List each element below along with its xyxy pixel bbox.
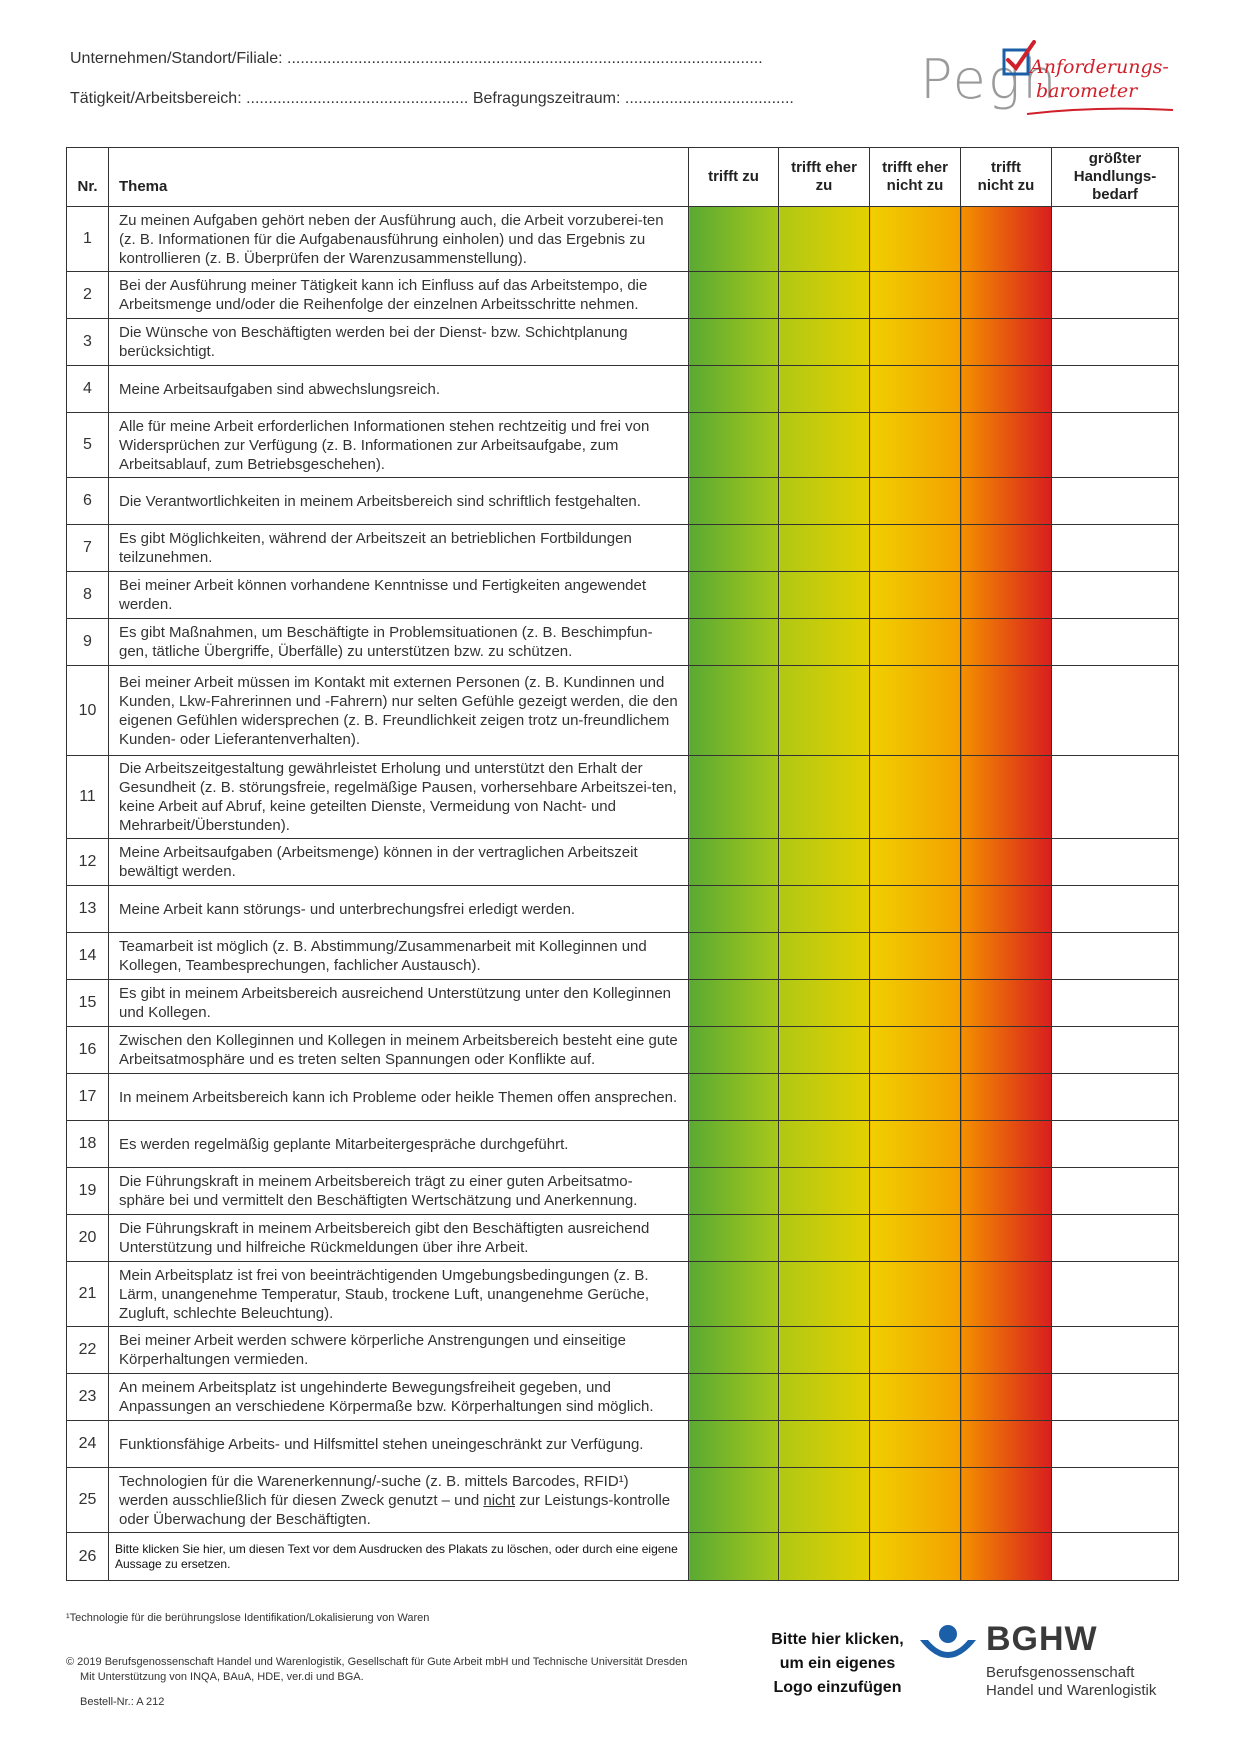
table-row	[67, 1468, 1179, 1533]
header-trifft-zu: trifft zu	[689, 148, 779, 207]
row-number: 5	[67, 413, 109, 478]
activity-dots[interactable]: ..................................................	[246, 90, 469, 107]
answer-trifft-nicht-zu[interactable]	[961, 933, 1052, 980]
answer-trifft-eher-nicht-zu[interactable]	[870, 666, 961, 756]
company-dots[interactable]: ...........................................................................................................	[287, 50, 763, 67]
answer-trifft-nicht-zu[interactable]	[961, 980, 1052, 1027]
answer-handlungsbedarf[interactable]	[1052, 478, 1179, 525]
answer-trifft-eher-nicht-zu[interactable]	[870, 319, 961, 366]
answer-trifft-eher-zu[interactable]	[779, 1421, 870, 1468]
period-dots[interactable]: ......................................	[624, 90, 794, 107]
answer-trifft-nicht-zu[interactable]	[961, 619, 1052, 666]
answer-trifft-eher-zu[interactable]	[779, 572, 870, 619]
answer-handlungsbedarf[interactable]	[1052, 1168, 1179, 1215]
company-field[interactable]	[70, 50, 763, 68]
row-topic: Teamarbeit ist möglich (z. B. Abstimmung/Zusammenarbeit mit Kolleginnen und Kollegen, Teambesprechungen, fachlicher Austausch).	[109, 933, 689, 980]
answer-handlungsbedarf[interactable]	[1052, 207, 1179, 272]
row-number: 11	[67, 756, 109, 839]
row-number: 10	[67, 666, 109, 756]
table-row	[67, 839, 1179, 886]
table-row	[67, 1327, 1179, 1374]
row-number: 8	[67, 572, 109, 619]
answer-trifft-zu[interactable]	[689, 207, 779, 272]
answer-handlungsbedarf[interactable]	[1052, 1327, 1179, 1374]
answer-trifft-nicht-zu[interactable]	[961, 1468, 1052, 1533]
row-number: 17	[67, 1074, 109, 1121]
logo-underline-icon	[1025, 104, 1175, 118]
insert-logo-line1: Bitte hier klicken,	[771, 1631, 904, 1648]
table-header-row	[67, 148, 1179, 207]
answer-handlungsbedarf[interactable]	[1052, 1468, 1179, 1533]
answer-trifft-zu[interactable]	[689, 1327, 779, 1374]
answer-handlungsbedarf[interactable]	[1052, 756, 1179, 839]
row-topic: Mein Arbeitsplatz ist frei von beeinträchtigenden Umgebungsbedingungen (z. B. Lärm, unangenehme Temperatur, Staub, trockene Luft, unangenehme Gerüche, Zugluft, schlechte Beleuchtung).	[109, 1262, 689, 1327]
answer-trifft-eher-zu[interactable]	[779, 1027, 870, 1074]
answer-handlungsbedarf[interactable]	[1052, 366, 1179, 413]
answer-trifft-zu[interactable]	[689, 1421, 779, 1468]
answer-trifft-eher-zu[interactable]	[779, 619, 870, 666]
answer-trifft-eher-zu[interactable]	[779, 272, 870, 319]
row-topic: Es gibt Möglichkeiten, während der Arbeitszeit an betrieblichen Fortbildungen teilzunehmen.	[109, 525, 689, 572]
row-topic: Bei meiner Arbeit müssen im Kontakt mit externen Personen (z. B. Kundinnen und Kunden, Lkw-Fahrerinnen und -Fahrern) nur selten Gefühle gezeigt werden, die den eigenen Gefühlen widersprechen (z. B. Freundlichkeit zeigen trotz un-freundlichem Kunden- oder Lieferantenverhalten).	[109, 666, 689, 756]
row-topic: Die Führungskraft in meinem Arbeitsbereich trägt zu einer guten Arbeitsatmo-sphäre bei und vermittelt den Beschäftigten Wertschätzung und Anerkennung.	[109, 1168, 689, 1215]
answer-trifft-eher-nicht-zu[interactable]	[870, 272, 961, 319]
answer-trifft-eher-nicht-zu[interactable]	[870, 366, 961, 413]
answer-trifft-nicht-zu[interactable]	[961, 525, 1052, 572]
row-topic: Meine Arbeitsaufgaben (Arbeitsmenge) können in der vertraglichen Arbeitszeit bewältigt werden.	[109, 839, 689, 886]
order-number: Bestell-Nr.: A 212	[80, 1696, 165, 1708]
answer-trifft-zu[interactable]	[689, 666, 779, 756]
answer-trifft-eher-nicht-zu[interactable]	[870, 207, 961, 272]
answer-handlungsbedarf[interactable]	[1052, 1074, 1179, 1121]
table-row	[67, 1074, 1179, 1121]
answer-handlungsbedarf[interactable]	[1052, 1215, 1179, 1262]
row-topic: Bei meiner Arbeit werden schwere körperliche Anstrengungen und einseitige Körperhaltungen vermieden.	[109, 1327, 689, 1374]
answer-trifft-eher-zu[interactable]	[779, 478, 870, 525]
answer-trifft-eher-zu[interactable]	[779, 1121, 870, 1168]
row-number: 25	[67, 1468, 109, 1533]
row-number: 2	[67, 272, 109, 319]
answer-trifft-zu[interactable]	[689, 1374, 779, 1421]
answer-trifft-zu[interactable]	[689, 1074, 779, 1121]
answer-trifft-eher-zu[interactable]	[779, 1215, 870, 1262]
table-row	[67, 478, 1179, 525]
answer-handlungsbedarf[interactable]	[1052, 1027, 1179, 1074]
answer-trifft-eher-zu[interactable]	[779, 756, 870, 839]
row-number: 20	[67, 1215, 109, 1262]
answer-trifft-zu[interactable]	[689, 572, 779, 619]
answer-trifft-eher-zu[interactable]	[779, 319, 870, 366]
row-topic: Meine Arbeit kann störungs- und unterbrechungsfrei erledigt werden.	[109, 886, 689, 933]
answer-trifft-eher-zu[interactable]	[779, 980, 870, 1027]
row-number: 16	[67, 1027, 109, 1074]
answer-trifft-nicht-zu[interactable]	[961, 1262, 1052, 1327]
answer-trifft-zu[interactable]	[689, 1168, 779, 1215]
answer-trifft-nicht-zu[interactable]	[961, 1421, 1052, 1468]
table-row	[67, 1027, 1179, 1074]
answer-trifft-nicht-zu[interactable]	[961, 756, 1052, 839]
answer-handlungsbedarf[interactable]	[1052, 886, 1179, 933]
row-number: 14	[67, 933, 109, 980]
answer-trifft-nicht-zu[interactable]	[961, 478, 1052, 525]
row-number: 24	[67, 1421, 109, 1468]
answer-trifft-eher-zu[interactable]	[779, 1374, 870, 1421]
answer-trifft-nicht-zu[interactable]	[961, 1327, 1052, 1374]
answer-trifft-eher-nicht-zu[interactable]	[870, 1468, 961, 1533]
answer-handlungsbedarf[interactable]	[1052, 980, 1179, 1027]
answer-trifft-nicht-zu[interactable]	[961, 272, 1052, 319]
copyright: © 2019 Berufsgenossenschaft Handel und Warenlogistik, Gesellschaft für Gute Arbeit mbH und Technische Universität Dresden	[66, 1656, 688, 1668]
answer-trifft-eher-zu[interactable]	[779, 1468, 870, 1533]
bghw-name: BGHW	[986, 1620, 1098, 1658]
answer-trifft-eher-nicht-zu[interactable]	[870, 980, 961, 1027]
row-number: 12	[67, 839, 109, 886]
table-row	[67, 1215, 1179, 1262]
row-number: 9	[67, 619, 109, 666]
answer-trifft-nicht-zu[interactable]	[961, 1121, 1052, 1168]
header-trifft-nicht-zu: trifft nicht zu	[961, 148, 1052, 207]
table-row	[67, 413, 1179, 478]
answer-trifft-eher-nicht-zu[interactable]	[870, 1533, 961, 1581]
row-topic: Es werden regelmäßig geplante Mitarbeitergespräche durchgeführt.	[109, 1121, 689, 1168]
table-row	[67, 980, 1179, 1027]
row-topic: Bei meiner Arbeit können vorhandene Kenntnisse und Fertigkeiten angewendet werden.	[109, 572, 689, 619]
answer-trifft-eher-zu[interactable]	[779, 886, 870, 933]
logo-line2: barometer	[1036, 80, 1138, 102]
answer-trifft-nicht-zu[interactable]	[961, 572, 1052, 619]
row-topic: Die Verantwortlichkeiten in meinem Arbeitsbereich sind schriftlich festgehalten.	[109, 478, 689, 525]
answer-trifft-eher-nicht-zu[interactable]	[870, 1215, 961, 1262]
row-topic: Bei der Ausführung meiner Tätigkeit kann ich Einfluss auf das Arbeitstempo, die Arbeitsmenge und/oder die Reihenfolge der einzelnen Arbeitsschritte nehmen.	[109, 272, 689, 319]
row-topic: Meine Arbeitsaufgaben sind abwechslungsreich.	[109, 366, 689, 413]
answer-trifft-eher-zu[interactable]	[779, 1168, 870, 1215]
answer-trifft-eher-zu[interactable]	[779, 413, 870, 478]
table-row	[67, 272, 1179, 319]
row-topic: Alle für meine Arbeit erforderlichen Informationen stehen rechtzeitig und frei von Widersprüchen zur Verfügung (z. B. Informationen zur Arbeitsaufgabe, zum Arbeitsablauf, zum Betriebsgeschehen).	[109, 413, 689, 478]
answer-trifft-eher-nicht-zu[interactable]	[870, 933, 961, 980]
answer-trifft-eher-nicht-zu[interactable]	[870, 1374, 961, 1421]
logo-line1: Anforderungs-	[1030, 56, 1169, 78]
table-row	[67, 756, 1179, 839]
table-row	[67, 1121, 1179, 1168]
answer-trifft-eher-nicht-zu[interactable]	[870, 619, 961, 666]
answer-trifft-nicht-zu[interactable]	[961, 413, 1052, 478]
answer-trifft-eher-nicht-zu[interactable]	[870, 1074, 961, 1121]
row-topic: In meinem Arbeitsbereich kann ich Probleme oder heikle Themen offen ansprechen.	[109, 1074, 689, 1121]
row-number: 18	[67, 1121, 109, 1168]
answer-trifft-nicht-zu[interactable]	[961, 1374, 1052, 1421]
table-row	[67, 666, 1179, 756]
answer-trifft-eher-zu[interactable]	[779, 366, 870, 413]
row-number: 6	[67, 478, 109, 525]
row-topic-part: zur Leistungs-kontrolle oder Überwachung der Beschäftigten.	[119, 1491, 671, 1528]
row-topic: Die Führungskraft in meinem Arbeitsbereich gibt den Beschäftigten ausreichend Unterstützung und hilfreiche Rückmeldungen über ihre Arbeit.	[109, 1215, 689, 1262]
row-number: 26	[67, 1533, 109, 1581]
table-row	[67, 886, 1179, 933]
answer-trifft-eher-zu[interactable]	[779, 1327, 870, 1374]
bghw-emblem-icon	[918, 1624, 978, 1674]
table-row	[67, 319, 1179, 366]
row-topic-emphasis: nicht	[483, 1491, 516, 1509]
header-groesster-handlungsbedarf: größter Handlungs- bedarf	[1052, 148, 1179, 207]
answer-trifft-zu[interactable]	[689, 319, 779, 366]
table-row	[67, 619, 1179, 666]
answer-trifft-zu[interactable]	[689, 413, 779, 478]
answer-trifft-eher-zu[interactable]	[779, 839, 870, 886]
table-row	[67, 525, 1179, 572]
row-number: 19	[67, 1168, 109, 1215]
answer-trifft-zu[interactable]	[689, 1533, 779, 1581]
answer-trifft-eher-zu[interactable]	[779, 933, 870, 980]
answer-handlungsbedarf[interactable]	[1052, 933, 1179, 980]
answer-trifft-zu[interactable]	[689, 933, 779, 980]
answer-handlungsbedarf[interactable]	[1052, 666, 1179, 756]
answer-trifft-eher-nicht-zu[interactable]	[870, 525, 961, 572]
row-topic: Funktionsfähige Arbeits- und Hilfsmittel stehen uneingeschränkt zur Verfügung.	[109, 1421, 689, 1468]
table-row	[67, 1421, 1179, 1468]
questionnaire-table	[66, 147, 1179, 1581]
row-topic: Es gibt Maßnahmen, um Beschäftigte in Problemsituationen (z. B. Beschimpfun-gen, tätliche Übergriffe, Überfälle) zu unterstützen bzw. zu schützen.	[109, 619, 689, 666]
answer-trifft-nicht-zu[interactable]	[961, 886, 1052, 933]
insert-logo-line3: Logo einzufügen	[773, 1679, 902, 1696]
bghw-logo	[918, 1620, 1178, 1710]
answer-trifft-zu[interactable]	[689, 1468, 779, 1533]
answer-trifft-zu[interactable]	[689, 886, 779, 933]
answer-trifft-zu[interactable]	[689, 525, 779, 572]
table-row	[67, 207, 1179, 272]
answer-trifft-nicht-zu[interactable]	[961, 1215, 1052, 1262]
answer-trifft-eher-nicht-zu[interactable]	[870, 1168, 961, 1215]
answer-handlungsbedarf[interactable]	[1052, 319, 1179, 366]
activity-period-line	[70, 90, 794, 108]
answer-trifft-zu[interactable]	[689, 1262, 779, 1327]
row-number: 15	[67, 980, 109, 1027]
support-note: Mit Unterstützung von INQA, BAuA, HDE, ver.di und BGA.	[80, 1671, 364, 1683]
row-topic: Zwischen den Kolleginnen und Kollegen in meinem Arbeitsbereich besteht eine gute Arbeitsatmosphäre und es treten selten Spannungen oder Konflikte auf.	[109, 1027, 689, 1074]
answer-handlungsbedarf[interactable]	[1052, 619, 1179, 666]
row-topic-part: Technologien für die Warenerkennung/-suche (z. B. mittels Barcodes, RFID¹) werden ausschließlich für diesen Zweck genutzt – und	[119, 1472, 629, 1509]
company-label: Unternehmen/Standort/Filiale:	[70, 50, 283, 67]
row-number: 3	[67, 319, 109, 366]
answer-trifft-eher-zu[interactable]	[779, 207, 870, 272]
answer-trifft-zu[interactable]	[689, 1215, 779, 1262]
answer-handlungsbedarf[interactable]	[1052, 1374, 1179, 1421]
table-row	[67, 572, 1179, 619]
answer-trifft-zu[interactable]	[689, 839, 779, 886]
row-number: 13	[67, 886, 109, 933]
answer-handlungsbedarf[interactable]	[1052, 572, 1179, 619]
row-number: 22	[67, 1327, 109, 1374]
custom-statement-field[interactable]: Bitte klicken Sie hier, um diesen Text vor dem Ausdrucken des Plakats zu löschen, oder durch eine eigene Aussage zu ersetzen.	[109, 1533, 689, 1581]
row-topic: Die Arbeitszeitgestaltung gewährleistet Erholung und unterstützt den Erhalt der Gesundheit (z. B. störungsfreie, regelmäßige Pausen, vorhersehbare Arbeitszei-ten, keine Arbeit auf Abruf, keine geteilten Dienste, Vermeidung von Nacht- und Mehrarbeit/Überstunden).	[109, 756, 689, 839]
answer-trifft-nicht-zu[interactable]	[961, 1533, 1052, 1581]
period-label: Befragungszeitraum:	[472, 90, 621, 107]
answer-handlungsbedarf[interactable]	[1052, 525, 1179, 572]
header-trifft-eher-zu: trifft eher zu	[779, 148, 870, 207]
answer-trifft-zu[interactable]	[689, 272, 779, 319]
answer-trifft-zu[interactable]	[689, 980, 779, 1027]
answer-trifft-eher-nicht-zu[interactable]	[870, 756, 961, 839]
answer-trifft-eher-nicht-zu[interactable]	[870, 413, 961, 478]
header-thema: Thema	[109, 148, 689, 207]
answer-trifft-nicht-zu[interactable]	[961, 366, 1052, 413]
table-row	[67, 1262, 1179, 1327]
answer-trifft-eher-zu[interactable]	[779, 525, 870, 572]
row-number: 21	[67, 1262, 109, 1327]
row-number: 7	[67, 525, 109, 572]
answer-trifft-zu[interactable]	[689, 1027, 779, 1074]
answer-trifft-eher-nicht-zu[interactable]	[870, 572, 961, 619]
footnote: ¹Technologie für die berührungslose Identifikation/Lokalisierung von Waren	[66, 1612, 430, 1624]
answer-handlungsbedarf[interactable]	[1052, 1262, 1179, 1327]
bghw-subtitle-1: Berufsgenossenschaft	[986, 1664, 1135, 1681]
row-number: 4	[67, 366, 109, 413]
answer-trifft-nicht-zu[interactable]	[961, 666, 1052, 756]
answer-trifft-nicht-zu[interactable]	[961, 1168, 1052, 1215]
answer-trifft-eher-zu[interactable]	[779, 1533, 870, 1581]
answer-trifft-nicht-zu[interactable]	[961, 207, 1052, 272]
insert-logo-button[interactable]	[740, 1628, 935, 1700]
answer-trifft-zu[interactable]	[689, 756, 779, 839]
answer-trifft-eher-nicht-zu[interactable]	[870, 839, 961, 886]
row-topic: Es gibt in meinem Arbeitsbereich ausreichend Unterstützung unter den Kolleginnen und Kollegen.	[109, 980, 689, 1027]
answer-trifft-eher-zu[interactable]	[779, 1262, 870, 1327]
answer-handlungsbedarf[interactable]	[1052, 413, 1179, 478]
answer-trifft-eher-zu[interactable]	[779, 666, 870, 756]
row-number: 23	[67, 1374, 109, 1421]
answer-trifft-eher-nicht-zu[interactable]	[870, 478, 961, 525]
insert-logo-line2: um ein eigenes	[779, 1655, 896, 1672]
answer-trifft-nicht-zu[interactable]	[961, 1027, 1052, 1074]
table-row	[67, 366, 1179, 413]
answer-trifft-eher-nicht-zu[interactable]	[870, 1027, 961, 1074]
answer-handlungsbedarf[interactable]	[1052, 1533, 1179, 1581]
answer-trifft-zu[interactable]	[689, 366, 779, 413]
row-number: 1	[67, 207, 109, 272]
table-row	[67, 1168, 1179, 1215]
pega-logo	[920, 40, 1180, 120]
answer-trifft-nicht-zu[interactable]	[961, 1074, 1052, 1121]
table-row	[67, 1533, 1179, 1581]
answer-trifft-eher-nicht-zu[interactable]	[870, 1421, 961, 1468]
answer-trifft-nicht-zu[interactable]	[961, 839, 1052, 886]
answer-trifft-nicht-zu[interactable]	[961, 319, 1052, 366]
answer-handlungsbedarf[interactable]	[1052, 1121, 1179, 1168]
table-row	[67, 1374, 1179, 1421]
header-nr: Nr.	[67, 148, 109, 207]
row-topic	[109, 1468, 689, 1533]
answer-trifft-zu[interactable]	[689, 478, 779, 525]
row-topic: An meinem Arbeitsplatz ist ungehinderte Bewegungsfreiheit gegeben, und Anpassungen an verschiedene Körpermaße bzw. Körperhaltungen sind möglich.	[109, 1374, 689, 1421]
answer-trifft-eher-nicht-zu[interactable]	[870, 886, 961, 933]
row-topic: Zu meinen Aufgaben gehört neben der Ausführung auch, die Arbeit vorzuberei-ten (z. B. Informationen für die Aufgabenausführung einholen) und das Ergebnis zu kontrollieren (z. B. Überprüfen der Warenzusammenstellung).	[109, 207, 689, 272]
answer-trifft-eher-zu[interactable]	[779, 1074, 870, 1121]
header-trifft-eher-nicht-zu: trifft eher nicht zu	[870, 148, 961, 207]
row-topic: Die Wünsche von Beschäftigten werden bei der Dienst- bzw. Schichtplanung berücksichtigt.	[109, 319, 689, 366]
logo-brand: Pegh	[920, 48, 1059, 111]
activity-label: Tätigkeit/Arbeitsbereich:	[70, 90, 242, 107]
answer-trifft-eher-nicht-zu[interactable]	[870, 1121, 961, 1168]
answer-handlungsbedarf[interactable]	[1052, 1421, 1179, 1468]
bghw-subtitle-2: Handel und Warenlogistik	[986, 1682, 1157, 1699]
answer-trifft-zu[interactable]	[689, 1121, 779, 1168]
copyright-block	[66, 1655, 687, 1685]
answer-trifft-eher-nicht-zu[interactable]	[870, 1262, 961, 1327]
answer-trifft-zu[interactable]	[689, 619, 779, 666]
answer-trifft-eher-nicht-zu[interactable]	[870, 1327, 961, 1374]
answer-handlungsbedarf[interactable]	[1052, 839, 1179, 886]
answer-handlungsbedarf[interactable]	[1052, 272, 1179, 319]
table-row	[67, 933, 1179, 980]
